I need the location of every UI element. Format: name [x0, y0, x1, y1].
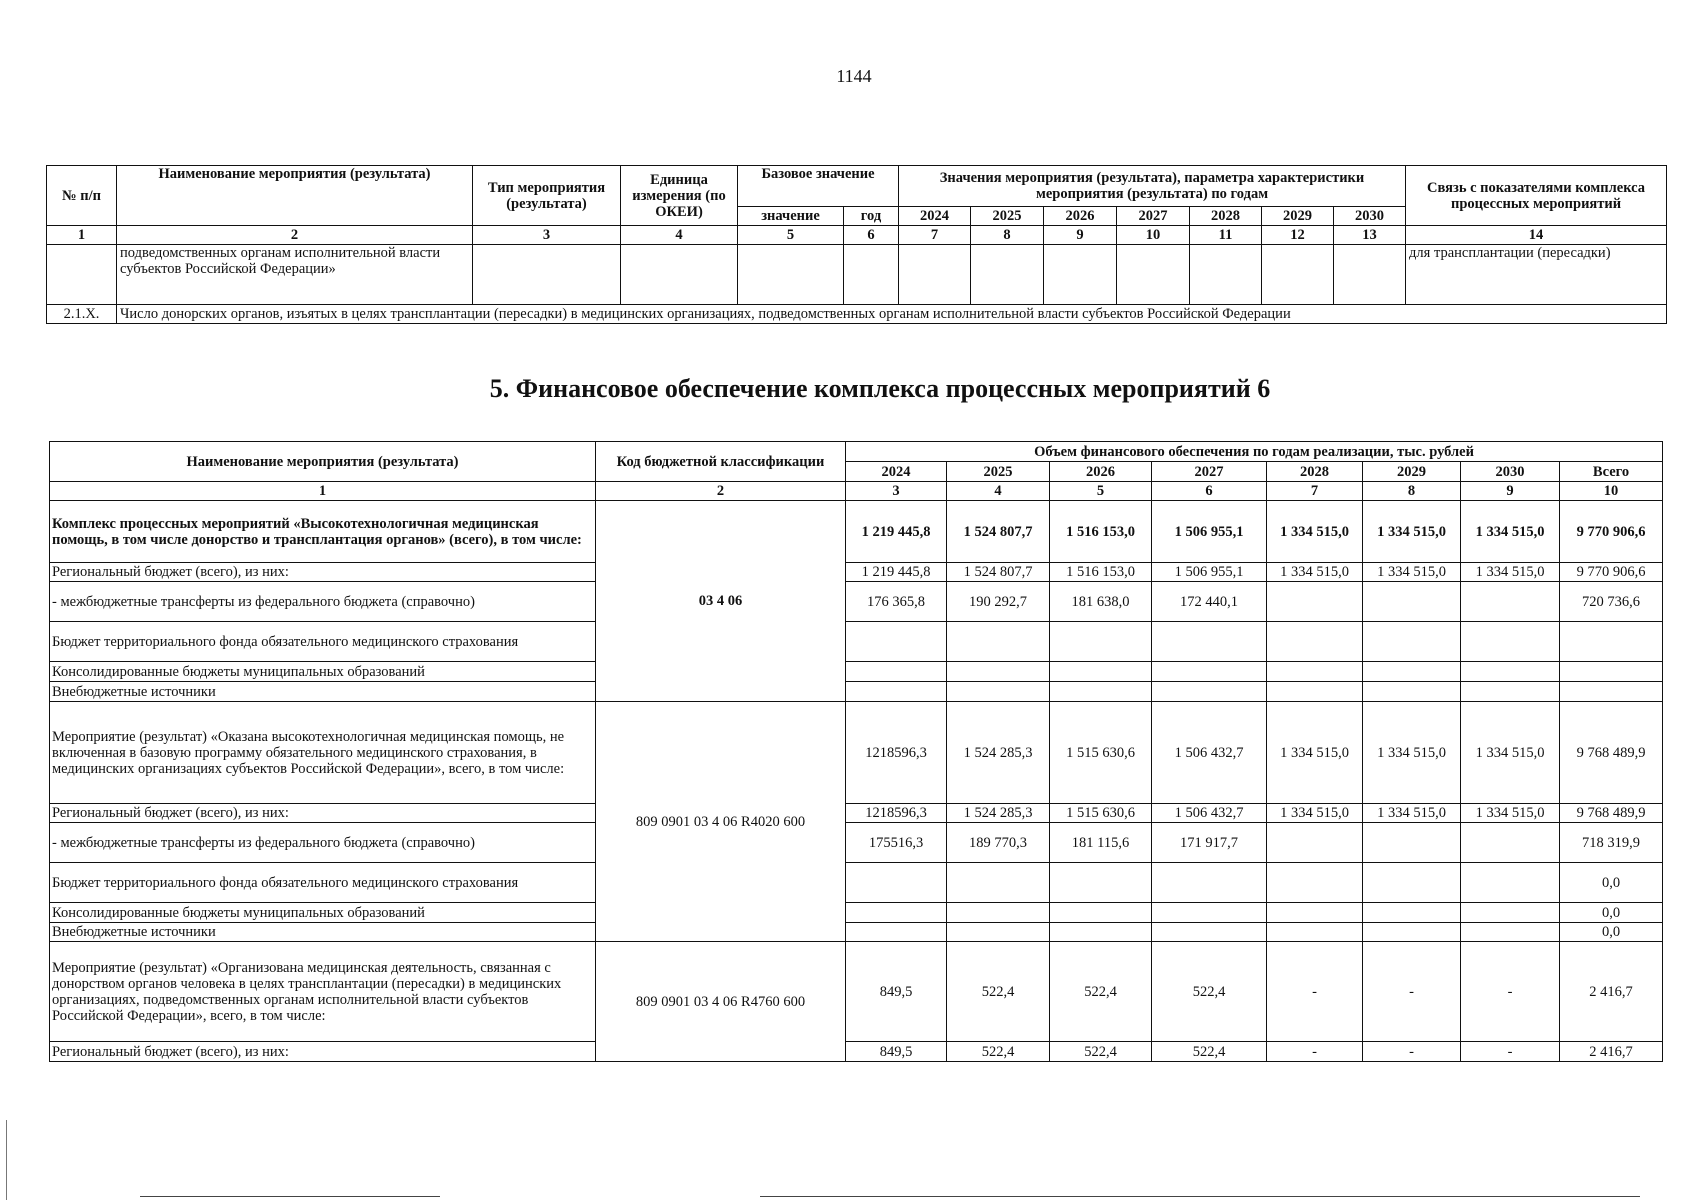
row-name: Региональный бюджет (всего), из них:: [50, 563, 596, 582]
value-cell: [846, 863, 947, 903]
value-total: 0,0: [1560, 903, 1663, 923]
value-cell: [1267, 582, 1363, 622]
cell-empty: [621, 245, 738, 305]
fin-header-volume: Объем финансового обеспечения по годам реализации, тыс. рублей: [846, 442, 1663, 462]
header-year: 2026: [1044, 207, 1117, 226]
value-cell: 181 638,0: [1050, 582, 1152, 622]
value-total: 9 770 906,6: [1560, 501, 1663, 563]
table-row: [50, 903, 1663, 923]
table-row: [50, 804, 1663, 823]
fin-header-year: 2026: [1050, 462, 1152, 482]
fin-col-number: 5: [1050, 482, 1152, 501]
row2-num: 2.1.Х.: [47, 305, 117, 324]
value-cell: 849,5: [846, 1042, 947, 1062]
value-cell: -: [1363, 942, 1461, 1042]
value-cell: [1267, 823, 1363, 863]
value-total: [1560, 622, 1663, 662]
budget-code: 809 0901 03 4 06 R4760 600: [596, 942, 846, 1062]
value-cell: 1 515 630,6: [1050, 702, 1152, 804]
value-cell: 189 770,3: [947, 823, 1050, 863]
cell-empty: [473, 245, 621, 305]
value-total: 720 736,6: [1560, 582, 1663, 622]
value-cell: [1152, 923, 1267, 942]
value-cell: 1 524 285,3: [947, 702, 1050, 804]
value-cell: [846, 903, 947, 923]
fin-header-year: 2028: [1267, 462, 1363, 482]
cell-empty: [1262, 245, 1334, 305]
value-cell: [1152, 682, 1267, 702]
fin-col-number: 2: [596, 482, 846, 501]
value-cell: [846, 682, 947, 702]
value-cell: 1 334 515,0: [1363, 804, 1461, 823]
value-cell: [947, 662, 1050, 682]
value-cell: [1461, 923, 1560, 942]
value-cell: [1050, 662, 1152, 682]
value-cell: [1267, 903, 1363, 923]
value-cell: 522,4: [1050, 1042, 1152, 1062]
value-cell: [1461, 662, 1560, 682]
cell-empty: [899, 245, 971, 305]
value-total: 0,0: [1560, 863, 1663, 903]
value-cell: 1 506 432,7: [1152, 702, 1267, 804]
value-total: 718 319,9: [1560, 823, 1663, 863]
value-cell: 1218596,3: [846, 702, 947, 804]
row-name: Мероприятие (результат) «Оказана высокотехнологичная медицинская помощь, не включенная в базовую программу обязательного медицинского страхования, в медицинских организациях субъектов Российской Федерации», всего, в том числе:: [50, 702, 596, 804]
row-name: - межбюджетные трансферты из федерального бюджета (справочно): [50, 823, 596, 863]
col-number: 5: [738, 226, 844, 245]
fin-col-number: 1: [50, 482, 596, 501]
value-cell: [1461, 903, 1560, 923]
value-cell: 1 515 630,6: [1050, 804, 1152, 823]
fin-header-name: Наименование мероприятия (результата): [50, 442, 596, 482]
cell-empty: [1334, 245, 1406, 305]
col-number: 12: [1262, 226, 1334, 245]
scan-line: [760, 1196, 1640, 1197]
value-cell: [1267, 662, 1363, 682]
cell-empty: [47, 245, 117, 305]
row-name: - межбюджетные трансферты из федерального бюджета (справочно): [50, 582, 596, 622]
fin-col-number: 6: [1152, 482, 1267, 501]
value-cell: 522,4: [1152, 1042, 1267, 1062]
value-cell: [947, 923, 1050, 942]
header-base-value: значение: [738, 207, 844, 226]
fin-header-code: Код бюджетной классификации: [596, 442, 846, 482]
value-cell: [1363, 682, 1461, 702]
value-cell: 172 440,1: [1152, 582, 1267, 622]
value-cell: [1050, 923, 1152, 942]
value-cell: 1 516 153,0: [1050, 563, 1152, 582]
header-base-year: год: [844, 207, 899, 226]
value-cell: 1 506 432,7: [1152, 804, 1267, 823]
row-name: Региональный бюджет (всего), из них:: [50, 804, 596, 823]
value-cell: [1152, 863, 1267, 903]
value-cell: [846, 622, 947, 662]
value-cell: [1152, 622, 1267, 662]
header-type: Тип мероприятия (результата): [473, 166, 621, 226]
row-name: Региональный бюджет (всего), из них:: [50, 1042, 596, 1062]
row-name: Консолидированные бюджеты муниципальных образований: [50, 662, 596, 682]
value-cell: 1 334 515,0: [1267, 501, 1363, 563]
fin-header-year: 2029: [1363, 462, 1461, 482]
value-cell: [1050, 682, 1152, 702]
value-cell: [947, 622, 1050, 662]
value-cell: [846, 662, 947, 682]
value-cell: 522,4: [947, 942, 1050, 1042]
fin-col-number: 9: [1461, 482, 1560, 501]
value-cell: 1218596,3: [846, 804, 947, 823]
fin-col-number: 3: [846, 482, 947, 501]
value-cell: [947, 903, 1050, 923]
row2-text: Число донорских органов, изъятых в целях трансплантации (пересадки) в медицинских организациях, подведомственных органам исполнительной власти субъектов Российской Федерации: [117, 305, 1667, 324]
value-cell: [947, 863, 1050, 903]
header-name: Наименование мероприятия (результата): [117, 166, 473, 226]
value-cell: -: [1267, 1042, 1363, 1062]
table-row: [50, 1042, 1663, 1062]
value-cell: [1267, 863, 1363, 903]
value-cell: [1363, 582, 1461, 622]
col-number: 11: [1190, 226, 1262, 245]
value-cell: 1 334 515,0: [1363, 501, 1461, 563]
fin-header-year: 2025: [947, 462, 1050, 482]
value-total: 9 768 489,9: [1560, 804, 1663, 823]
value-cell: 1 334 515,0: [1267, 563, 1363, 582]
value-cell: 1 506 955,1: [1152, 501, 1267, 563]
header-year: 2024: [899, 207, 971, 226]
value-cell: 176 365,8: [846, 582, 947, 622]
value-cell: [1050, 622, 1152, 662]
value-cell: [1363, 823, 1461, 863]
col-number: 10: [1117, 226, 1190, 245]
value-total: 2 416,7: [1560, 1042, 1663, 1062]
value-cell: [1461, 863, 1560, 903]
fin-header-year: 2030: [1461, 462, 1560, 482]
row1-name: подведомственных органам исполнительной власти субъектов Российской Федерации»: [117, 245, 473, 305]
page-number: 1144: [836, 66, 872, 86]
row-name: Бюджет территориального фонда обязательного медицинского страхования: [50, 622, 596, 662]
row-name: Внебюджетные источники: [50, 682, 596, 702]
row-name: Комплекс процессных мероприятий «Высокотехнологичная медицинская помощь, в том числе донорство и трансплантация органов» (всего), в том числе:: [50, 501, 596, 563]
scan-mark: [6, 1120, 7, 1200]
finance-table-body: [50, 501, 1663, 1062]
fin-col-number: 10: [1560, 482, 1663, 501]
value-cell: 522,4: [947, 1042, 1050, 1062]
table-row: [50, 563, 1663, 582]
row-name: Консолидированные бюджеты муниципальных образований: [50, 903, 596, 923]
header-link: Связь с показателями комплекса процессных мероприятий: [1406, 166, 1667, 226]
budget-code: 809 0901 03 4 06 R4020 600: [596, 702, 846, 942]
value-cell: [1363, 923, 1461, 942]
table-row: [50, 501, 1663, 563]
table-row: [50, 682, 1663, 702]
indicators-table: [46, 165, 1667, 324]
value-cell: 1 516 153,0: [1050, 501, 1152, 563]
cell-empty: [971, 245, 1044, 305]
row1-link: для трансплантации (пересадки): [1406, 245, 1667, 305]
header-base: Базовое значение: [738, 166, 899, 207]
value-cell: 171 917,7: [1152, 823, 1267, 863]
fin-col-number: 4: [947, 482, 1050, 501]
section-title: 5. Финансовое обеспечение комплекса процессных мероприятий 6: [489, 374, 1271, 403]
cell-empty: [738, 245, 844, 305]
value-cell: [1050, 863, 1152, 903]
row-name: Внебюджетные источники: [50, 923, 596, 942]
value-cell: [1267, 682, 1363, 702]
row-name: Мероприятие (результат) «Организована медицинская деятельность, связанная с донорством органов человека в целях трансплантации (пересадки) в медицинских организациях, подведомственных органам исполнительной власти субъектов Российской Федерации», всего, в том числе:: [50, 942, 596, 1042]
value-total: 2 416,7: [1560, 942, 1663, 1042]
cell-empty: [1190, 245, 1262, 305]
col-number: 3: [473, 226, 621, 245]
col-number: 13: [1334, 226, 1406, 245]
value-total: [1560, 682, 1663, 702]
value-total: 9 770 906,6: [1560, 563, 1663, 582]
value-cell: [1267, 622, 1363, 662]
table-row: [50, 662, 1663, 682]
col-number: 4: [621, 226, 738, 245]
value-cell: [1461, 622, 1560, 662]
table-row: [50, 923, 1663, 942]
fin-header-total: Всего: [1560, 462, 1663, 482]
value-cell: 1 219 445,8: [846, 563, 947, 582]
value-cell: [1152, 903, 1267, 923]
value-cell: 522,4: [1050, 942, 1152, 1042]
header-year: 2030: [1334, 207, 1406, 226]
col-number: 6: [844, 226, 899, 245]
header-year: 2029: [1262, 207, 1334, 226]
value-cell: 1 219 445,8: [846, 501, 947, 563]
table-row: [50, 863, 1663, 903]
table-row: [50, 942, 1663, 1042]
header-num: № п/п: [47, 166, 117, 226]
value-cell: [1461, 582, 1560, 622]
value-cell: [1363, 662, 1461, 682]
table-row: [50, 702, 1663, 804]
value-cell: [1461, 823, 1560, 863]
value-cell: 1 334 515,0: [1461, 563, 1560, 582]
fin-header-year: 2024: [846, 462, 947, 482]
value-cell: 1 334 515,0: [1267, 702, 1363, 804]
value-cell: 1 334 515,0: [1461, 501, 1560, 563]
value-cell: 190 292,7: [947, 582, 1050, 622]
value-cell: 1 334 515,0: [1267, 804, 1363, 823]
value-cell: 1 334 515,0: [1363, 702, 1461, 804]
value-cell: 522,4: [1152, 942, 1267, 1042]
value-cell: 181 115,6: [1050, 823, 1152, 863]
fin-header-year: 2027: [1152, 462, 1267, 482]
value-cell: [1363, 903, 1461, 923]
budget-code: 03 4 06: [596, 501, 846, 702]
table-row: [50, 622, 1663, 662]
value-cell: 1 524 285,3: [947, 804, 1050, 823]
value-total: 0,0: [1560, 923, 1663, 942]
value-cell: -: [1267, 942, 1363, 1042]
header-unit: Единица измерения (по ОКЕИ): [621, 166, 738, 226]
col-number: 14: [1406, 226, 1667, 245]
scan-line: [140, 1196, 440, 1197]
value-cell: [1267, 923, 1363, 942]
value-cell: [947, 682, 1050, 702]
col-number: 2: [117, 226, 473, 245]
value-cell: -: [1461, 1042, 1560, 1062]
value-cell: [1363, 863, 1461, 903]
value-cell: 1 506 955,1: [1152, 563, 1267, 582]
value-cell: [846, 923, 947, 942]
value-cell: [1152, 662, 1267, 682]
value-total: [1560, 662, 1663, 682]
value-cell: [1363, 622, 1461, 662]
col-number: 8: [971, 226, 1044, 245]
cell-empty: [1117, 245, 1190, 305]
col-number: 1: [47, 226, 117, 245]
value-cell: -: [1363, 1042, 1461, 1062]
value-cell: [1461, 682, 1560, 702]
col-number: 7: [899, 226, 971, 245]
fin-col-number: 8: [1363, 482, 1461, 501]
value-cell: 1 334 515,0: [1363, 563, 1461, 582]
header-year: 2028: [1190, 207, 1262, 226]
header-year: 2025: [971, 207, 1044, 226]
value-cell: 1 524 807,7: [947, 563, 1050, 582]
value-cell: -: [1461, 942, 1560, 1042]
header-year: 2027: [1117, 207, 1190, 226]
finance-table: [49, 441, 1663, 1062]
table-row: [50, 823, 1663, 863]
row-name: Бюджет территориального фонда обязательного медицинского страхования: [50, 863, 596, 903]
value-cell: 1 524 807,7: [947, 501, 1050, 563]
value-cell: 849,5: [846, 942, 947, 1042]
header-values: Значения мероприятия (результата), параметра характеристики мероприятия (результата) по годам: [899, 166, 1406, 207]
value-cell: 1 334 515,0: [1461, 702, 1560, 804]
cell-empty: [1044, 245, 1117, 305]
table-row: [50, 582, 1663, 622]
value-cell: 1 334 515,0: [1461, 804, 1560, 823]
value-cell: 175516,3: [846, 823, 947, 863]
col-number: 9: [1044, 226, 1117, 245]
cell-empty: [844, 245, 899, 305]
fin-col-number: 7: [1267, 482, 1363, 501]
value-cell: [1050, 903, 1152, 923]
value-total: 9 768 489,9: [1560, 702, 1663, 804]
